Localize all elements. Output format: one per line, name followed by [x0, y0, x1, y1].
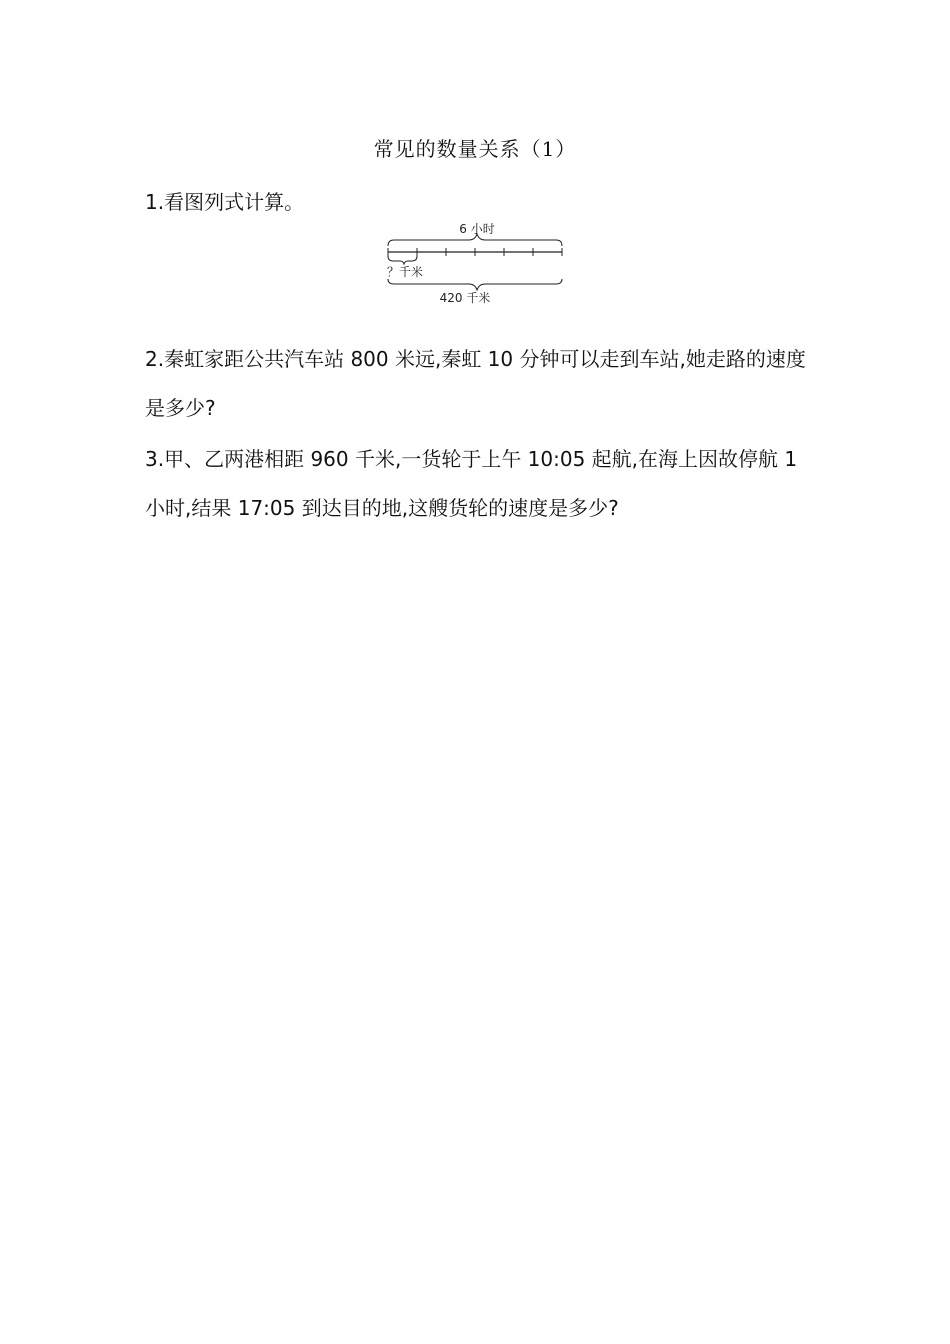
diagram-top-label: 6 小时 — [459, 222, 495, 236]
question-1: 1.看图列式计算。 — [145, 190, 305, 214]
page-title: 常见的数量关系（1） — [373, 137, 577, 161]
bottom-brace — [388, 279, 562, 290]
question-3: 3.甲、乙两港相距 960 千米,一货轮于上午 10:05 起航,在海上因故停航 1 小时,结果 17:05 到达目的地,这艘货轮的速度是多少? — [145, 447, 798, 520]
question-2: 2.秦虹家距公共汽车站 800 米远,秦虹 10 分钟可以走到车站,她走路的速度是多少? — [145, 347, 806, 420]
diagram-segment-label: ？千米 — [387, 265, 424, 279]
segment-brace — [388, 256, 417, 264]
line-segment-diagram — [385, 220, 575, 310]
diagram-total-label: 420 千米 — [439, 291, 491, 305]
